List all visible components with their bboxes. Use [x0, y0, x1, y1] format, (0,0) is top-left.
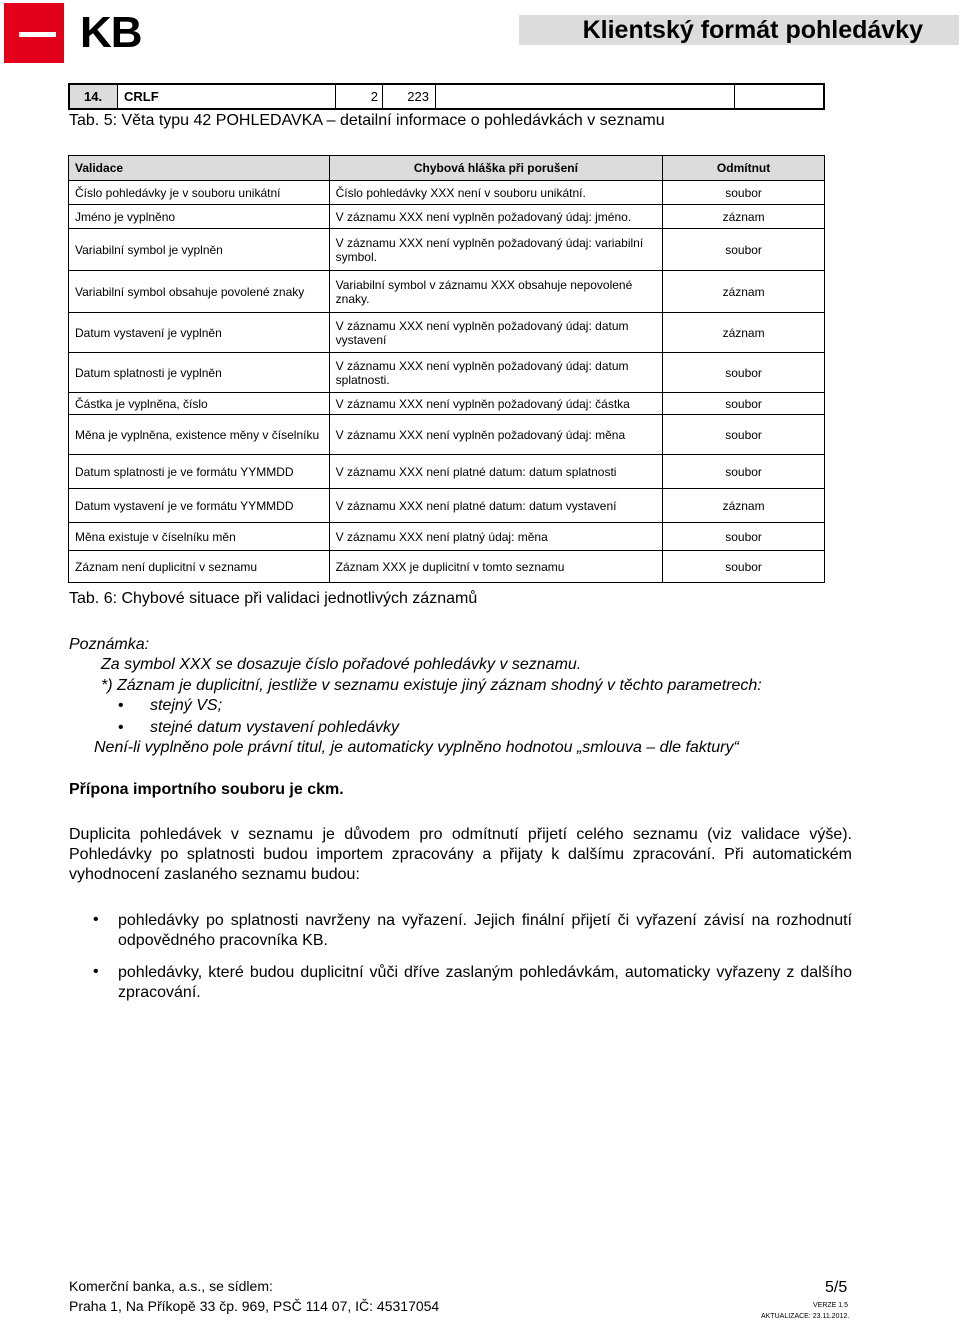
table-row: [69, 229, 825, 271]
validation-cell: Jméno je vyplněno: [69, 205, 330, 229]
validation-cell: Datum splatnosti je vyplněn: [69, 353, 330, 393]
table-row: [69, 205, 825, 229]
error-message-cell: Variabilní symbol v záznamu XXX obsahuje nepovolené znaky.: [329, 271, 663, 313]
table-row: [69, 313, 825, 353]
footer-company: Komerční banka, a.s., se sídlem:: [69, 1278, 273, 1294]
rejected-cell: soubor: [663, 551, 825, 583]
validation-cell: Číslo pohledávky je v souboru unikátní: [69, 181, 330, 205]
table-row: [69, 455, 825, 489]
footer-updated: AKTUALIZACE: 23.11.2012.: [761, 1313, 850, 1320]
validation-cell: Variabilní symbol je vyplněn: [69, 229, 330, 271]
rejected-cell: záznam: [663, 271, 825, 313]
table-row: [69, 415, 825, 455]
error-message-cell: V záznamu XXX není vyplněn požadovaný údaj: datum splatnosti.: [329, 353, 663, 393]
note-line-3: Není-li vyplněno pole právní titul, je automaticky vyplněno hodnotou „smlouva – dle faktury“: [94, 739, 739, 756]
bullet-dot: •: [93, 911, 99, 928]
table-row: [69, 551, 825, 583]
note-line-2: *) Záznam je duplicitní, jestliže v seznamu existuje jiný záznam shodný v těchto parametrech:: [101, 677, 762, 694]
error-message-cell: V záznamu XXX není platný údaj: měna: [329, 523, 663, 551]
table-row: [69, 489, 825, 523]
error-message-cell: V záznamu XXX není platné datum: datum splatnosti: [329, 455, 663, 489]
rejected-cell: soubor: [663, 415, 825, 455]
error-message-cell: V záznamu XXX není vyplněn požadovaný údaj: variabilní symbol.: [329, 229, 663, 271]
error-message-cell: Záznam XXX je duplicitní v tomto seznamu: [329, 551, 663, 583]
paragraph-duplicity: Duplicita pohledávek v seznamu je důvodem pro odmítnutí přijetí celého seznamu (viz validace výše). Pohledávky po splatnosti budou importem zpracovány a přijaty k dalšímu zpracování. Při automatickém vyhodnocení zaslaného seznamu budou:: [69, 826, 852, 883]
error-message-cell: V záznamu XXX není vyplněn požadovaný údaj: měna: [329, 415, 663, 455]
validation-cell: Datum vystavení je vyplněn: [69, 313, 330, 353]
kb-logo: [4, 3, 64, 63]
crlf-pos: 223: [383, 85, 436, 108]
validation-cell: Variabilní symbol obsahuje povolené znaky: [69, 271, 330, 313]
crlf-row: [68, 83, 825, 110]
bullet-dot: •: [118, 719, 124, 736]
error-message-cell: V záznamu XXX není vyplněn požadovaný údaj: datum vystavení: [329, 313, 663, 353]
table-row: [69, 393, 825, 415]
note-line-1: Za symbol XXX se dosazuje číslo pořadové pohledávky v seznamu.: [101, 656, 582, 673]
table-row: [69, 271, 825, 313]
validation-cell: Záznam není duplicitní v seznamu: [69, 551, 330, 583]
crlf-name: CRLF: [118, 85, 336, 108]
validation-cell: Datum vystavení je ve formátu YYMMDD: [69, 489, 330, 523]
table-row: [69, 523, 825, 551]
rejected-cell: soubor: [663, 353, 825, 393]
footer-version: VERZE 1.5: [813, 1302, 849, 1309]
validation-cell: Měna je vyplněna, existence měny v číselníku: [69, 415, 330, 455]
suffix-text: Přípona importního souboru je ckm.: [69, 781, 344, 798]
table-row: [69, 353, 825, 393]
error-message-cell: V záznamu XXX není vyplněn požadovaný údaj: částka: [329, 393, 663, 415]
bullet-dot: •: [93, 963, 99, 980]
footer-address: Praha 1, Na Příkopě 33 čp. 969, PSČ 114 07, IČ: 45317054: [69, 1298, 440, 1314]
rejected-cell: záznam: [663, 489, 825, 523]
logo-text: KB: [80, 8, 142, 57]
note-bullet-1: stejný VS;: [150, 697, 223, 714]
col-header-validace: Validace: [69, 156, 330, 181]
error-message-cell: V záznamu XXX není vyplněn požadovaný údaj: jméno.: [329, 205, 663, 229]
crlf-len: 2: [336, 85, 383, 108]
rejected-cell: soubor: [663, 229, 825, 271]
crlf-empty-cell: [436, 85, 735, 108]
col-header-odmitnut: Odmítnut: [663, 156, 825, 181]
page-title: Klientský formát pohledávky: [582, 16, 923, 44]
rejected-cell: soubor: [663, 523, 825, 551]
bullet-dot: •: [118, 697, 124, 714]
error-message-cell: V záznamu XXX není platné datum: datum vystavení: [329, 489, 663, 523]
rejected-cell: soubor: [663, 393, 825, 415]
validation-table: [68, 155, 825, 583]
error-message-cell: Číslo pohledávky XXX není v souboru unikátní.: [329, 181, 663, 205]
rejected-cell: záznam: [663, 205, 825, 229]
validation-cell: Částka je vyplněna, číslo: [69, 393, 330, 415]
rejected-cell: záznam: [663, 313, 825, 353]
table-row: [69, 181, 825, 205]
validation-cell: Datum splatnosti je ve formátu YYMMDD: [69, 455, 330, 489]
crlf-num: 14.: [70, 85, 118, 108]
note-heading: Poznámka:: [69, 636, 150, 653]
col-header-hlaska: Chybová hláška při porušení: [329, 156, 663, 181]
bullet-duplicate: pohledávky, které budou duplicitní vůči dříve zaslaným pohledávkám, automaticky vyřazeny z dalšího zpracování.: [118, 964, 852, 1001]
note-bullet-2: stejné datum vystavení pohledávky: [150, 719, 400, 736]
page-number: 5/5: [825, 1279, 848, 1296]
rejected-cell: soubor: [663, 455, 825, 489]
rejected-cell: soubor: [663, 181, 825, 205]
bullet-overdue: pohledávky po splatnosti navrženy na vyřazení. Jejich finální přijetí či vyřazení závisí na rozhodnutí odpovědného pracovníka KB.: [118, 912, 852, 949]
table-5-caption: Tab. 5: Věta typu 42 POHLEDAVKA – detailní informace o pohledávkách v seznamu: [69, 112, 665, 129]
validation-cell: Měna existuje v číselníku měn: [69, 523, 330, 551]
table-6-caption: Tab. 6: Chybové situace při validaci jednotlivých záznamů: [69, 590, 478, 607]
